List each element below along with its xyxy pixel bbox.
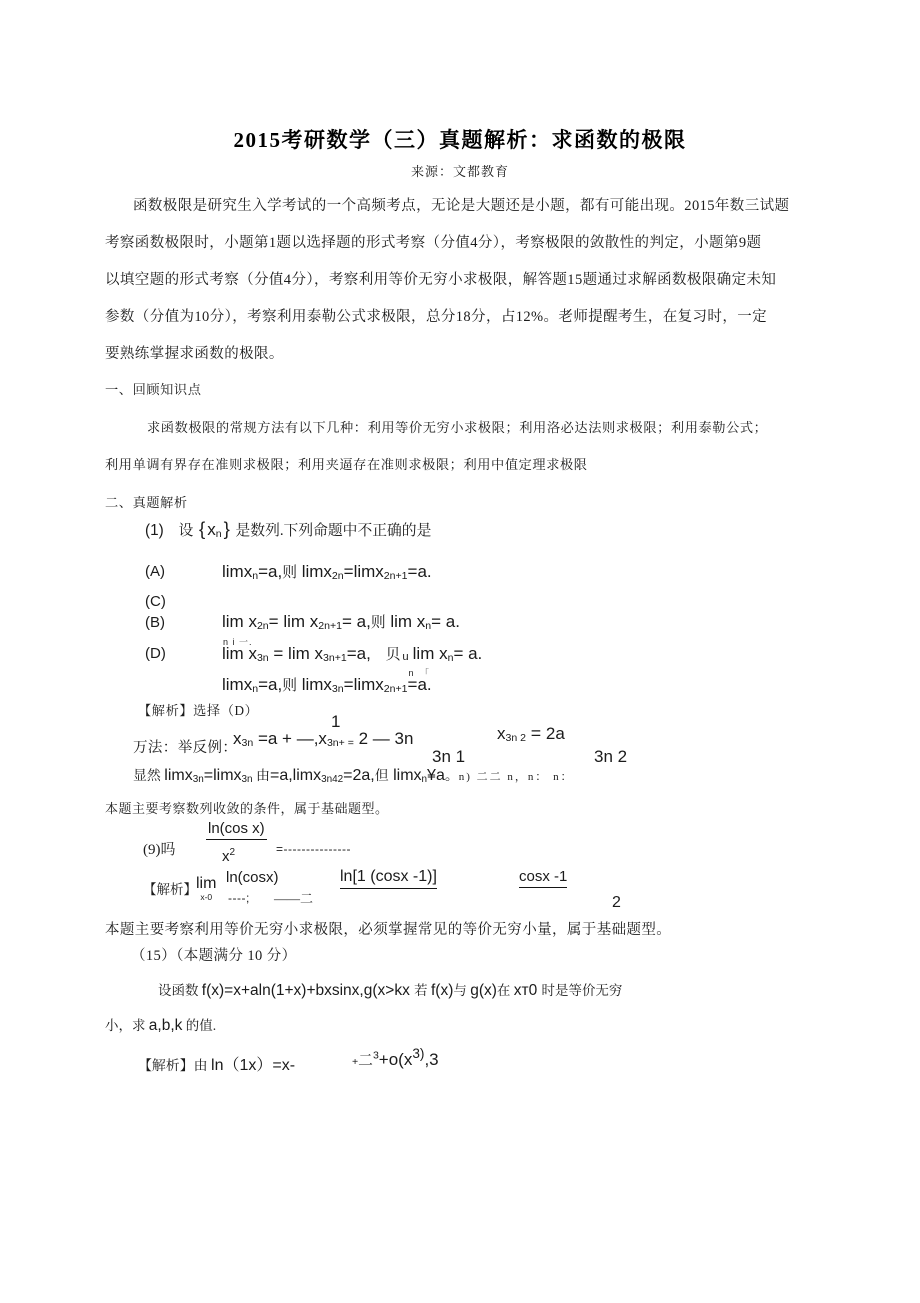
section-heading-2: 二、真题解析 [105, 495, 188, 510]
formula-fragment: n) 二二 n，n： n： [458, 771, 574, 783]
intro-line: 函数极限是研究生入学考试的一个高频考点，无论是大题还是小题，都有可能出现。2015年数三试题 [133, 198, 790, 214]
formula-fragment: f(x)=x+aln(1+x)+bxsinx,g(x>kx [201, 982, 415, 999]
formula-fragment: limx [296, 562, 332, 581]
formula-fragment: 3n 2 [505, 731, 526, 744]
formula-fragment: lim [412, 644, 440, 663]
intro-line: 以填空题的形式考察（分值4分），考察利用等价无穷小求极限，解答题15题通过求解函数极限确定未知 [105, 272, 777, 288]
formula-fragment: = a. [453, 644, 483, 663]
formula-fragment: limx [164, 767, 193, 784]
q15-analysis-tail [352, 1046, 439, 1070]
formula-fragment: 则 [282, 565, 297, 581]
q15-line2 [105, 1014, 216, 1035]
intro-line: 考察函数极限时，小题第1题以选择题的形式考察（分值4分），考察极限的敛散性的判定，小题第9题 [105, 235, 762, 251]
q9-note: 本题主要考察利用等价无穷小求极限，必须掌握常见的等价无穷小量，属于基础题型。 [105, 922, 672, 938]
formula-fragment: 二 [358, 1052, 373, 1069]
formula-fragment: 3n [241, 736, 254, 749]
formula-fragment: 3n42 [321, 773, 344, 785]
q9-fraction-denominator [222, 847, 235, 865]
formula-fragment: 与 [453, 983, 471, 998]
formula-fragment: 2n [331, 569, 344, 582]
formula-fragment: 贝 [385, 647, 401, 663]
q9-label: (9)吗 [143, 842, 176, 858]
q9-term-lncosx: ln(cosx) [226, 869, 279, 886]
formula-fragment: x [243, 612, 257, 631]
section1-line: 利用单调有界存在准则求极限；利用夹逼存在准则求极限；利用中值定理求极限 [105, 457, 588, 472]
formula-fragment: =limx [203, 767, 242, 784]
formula-fragment: x [243, 644, 257, 663]
q1-counter-numerator: 1 [331, 712, 341, 731]
formula-fragment: =a, [258, 562, 283, 581]
formula-fragment: = a, [342, 612, 371, 631]
formula-fragment: 时是等价无穷 [541, 983, 623, 998]
formula-fragment: =a, [258, 675, 283, 694]
formula-fragment: = n 「 [407, 668, 431, 694]
formula-fragment: a,b,k [148, 1017, 183, 1034]
formula-fragment: n [252, 682, 259, 695]
formula-fragment: 则 [370, 615, 386, 631]
formula-fragment: 3n [241, 773, 253, 785]
formula-fragment: 显然 [133, 769, 165, 784]
formula-fragment: limx [222, 675, 253, 694]
q9-term-2-denominator: 2 [612, 894, 621, 911]
formula-fragment: + [352, 1055, 359, 1068]
formula-fragment [371, 647, 386, 663]
intro-line: 要熟练掌握求函数的极限。 [105, 346, 284, 362]
formula-fragment: 设函数 [158, 983, 202, 998]
formula-fragment: 小，求 [105, 1018, 149, 1033]
formula-fragment: x [416, 612, 426, 631]
formula-fragment: f(x) [430, 982, 454, 999]
q9-den-exponent: 2 [229, 847, 236, 858]
formula-fragment: 由 [193, 1059, 212, 1074]
doc-title: 2015考研数学（三）真题解析：求函数的极限 [233, 128, 687, 152]
section-heading-1: 一、回顾知识点 [105, 382, 202, 397]
formula-fragment: n [421, 773, 428, 785]
formula-fragment: 2n+1 [383, 569, 408, 582]
formula-fragment: 是数列.下列命题中不正确的是 [231, 523, 432, 539]
q1-counter-main [233, 729, 413, 749]
formula-fragment: — [296, 729, 314, 748]
q9-lim-word: lim [196, 875, 217, 892]
q9-lim-under: x-0 [200, 892, 213, 902]
formula-fragment: = lim [268, 612, 310, 631]
formula-fragment: =2a, [343, 767, 375, 784]
formula-fragment: x [314, 644, 323, 663]
q9-equals-dashes: =--------------- [276, 842, 351, 856]
q1-counter-prefix: 万法：举反例： [133, 740, 238, 756]
formula-fragment: { [198, 518, 206, 539]
formula-fragment: limx [296, 675, 332, 694]
section1-line: 求函数极限的常规方法有以下几种：利用等价无穷小求极限；利用洛必达法则求极限；利用泰勒公式； [147, 420, 768, 435]
formula-fragment: 2 — 3n [353, 729, 414, 748]
q9-den-base: x [222, 848, 230, 865]
option-d-label: (D) [145, 645, 166, 662]
formula-fragment: 若 [414, 983, 431, 998]
formula-fragment: 3 [372, 1049, 379, 1062]
formula-fragment: 2n [256, 619, 269, 632]
formula-fragment: 3) [412, 1046, 425, 1061]
formula-fragment: ln（1x）=x- [211, 1057, 296, 1074]
formula-fragment: ¥a [427, 767, 445, 784]
option-c-label: (C) [145, 593, 166, 610]
q9-term-2: cosx -1 [519, 868, 567, 888]
formula-fragment: 的值. [182, 1018, 217, 1033]
q9-term-1: ln[1 (cosx -1)] [340, 868, 437, 889]
formula-fragment: 但 [374, 769, 389, 784]
q1-counter-denominator-1: 3n 1 [432, 747, 466, 766]
intro-line: 参数（分值为10分），考察利用泰勒公式求极限，总分18分，占12%。老师提醒考生，在复习时，一定 [105, 309, 768, 325]
q1-counter-line2 [133, 764, 574, 785]
option-a-label: (A) [145, 563, 165, 580]
formula-fragment: lim [222, 612, 244, 631]
q15-heading: （15）（本题满分 10 分） [131, 948, 297, 964]
formula-fragment: 3n+1 [322, 651, 347, 664]
formula-fragment: 由 [252, 769, 270, 784]
formula-fragment: = a. [431, 612, 460, 631]
formula-fragment: x [309, 612, 319, 631]
formula-fragment: ,x [313, 729, 327, 748]
formula-fragment: n [252, 569, 259, 582]
formula-fragment: u [402, 650, 409, 663]
formula-fragment: limx [388, 767, 422, 784]
formula-fragment: =a. [407, 562, 432, 581]
formula-fragment: 3n [192, 773, 204, 785]
formula-fragment: 2n+1 [383, 682, 408, 695]
formula-fragment: x [233, 729, 242, 748]
formula-fragment: n [425, 619, 432, 632]
option-a-formula [222, 561, 432, 582]
formula-fragment: 2a [541, 724, 565, 743]
formula-fragment: 【解析】 [138, 1059, 194, 1074]
q15-analysis-main [138, 1052, 295, 1075]
q9-dashes-2: ----; [228, 891, 250, 905]
q1-counter-right [497, 723, 565, 744]
formula-fragment: +o(x [378, 1049, 413, 1069]
q9-fraction-numerator: ln(cos x) [206, 820, 267, 840]
formula-fragment: 则 [282, 678, 297, 694]
formula-fragment: =a + [253, 729, 297, 748]
option-d-formula-line2 [222, 668, 432, 695]
formula-fragment: =limx [343, 675, 384, 694]
formula-fragment: n [215, 527, 222, 540]
formula-fragment: 3n+ = [326, 736, 354, 749]
formula-fragment: 3n [331, 682, 344, 695]
formula-fragment: =a,limx [269, 767, 322, 784]
formula-fragment: g(x) [470, 982, 497, 999]
q9-analysis-label: 【解析】 [143, 882, 197, 897]
q1-counter-denominator-2: 3n 2 [594, 747, 628, 766]
formula-fragment: = [530, 723, 542, 743]
formula-fragment: =limx [343, 562, 384, 581]
q9-dashes-3: ——二 [274, 891, 314, 906]
formula-fragment: a. [417, 675, 432, 694]
formula-fragment: 在 [496, 983, 514, 998]
formula-fragment: (1) [145, 522, 164, 539]
q9-lim [196, 876, 216, 902]
formula-fragment: =a, [346, 644, 371, 663]
formula-fragment: 2n+1 [318, 619, 342, 632]
formula-fragment: n [447, 651, 454, 664]
formula-fragment: x [497, 724, 506, 743]
formula-fragment: } [223, 518, 230, 539]
q15-line1 [158, 979, 622, 1000]
formula-fragment: x [207, 520, 216, 539]
option-b-label: (B) [145, 614, 165, 631]
formula-fragment: lim [385, 612, 417, 631]
q1-note: 本题主要考察数列收敛的条件，属于基础题型。 [105, 801, 389, 816]
option-d-formula [222, 637, 483, 664]
formula-fragment: limx [222, 562, 253, 581]
formula-fragment: lim n i 一. [222, 637, 253, 663]
formula-fragment: = lim [268, 644, 315, 663]
option-b-formula [222, 611, 460, 632]
formula-fragment: ,3 [424, 1049, 439, 1069]
formula-fragment: 3n [256, 651, 269, 664]
formula-fragment: 设 [163, 523, 197, 539]
q1-analysis: 【解析】选择（D） [138, 703, 259, 718]
question-1-stem [145, 518, 431, 540]
formula-fragment: 。 [444, 769, 459, 784]
doc-source: 来源：文都教育 [410, 164, 509, 179]
formula-fragment: xт0 [513, 982, 542, 999]
formula-fragment: x [439, 644, 448, 663]
